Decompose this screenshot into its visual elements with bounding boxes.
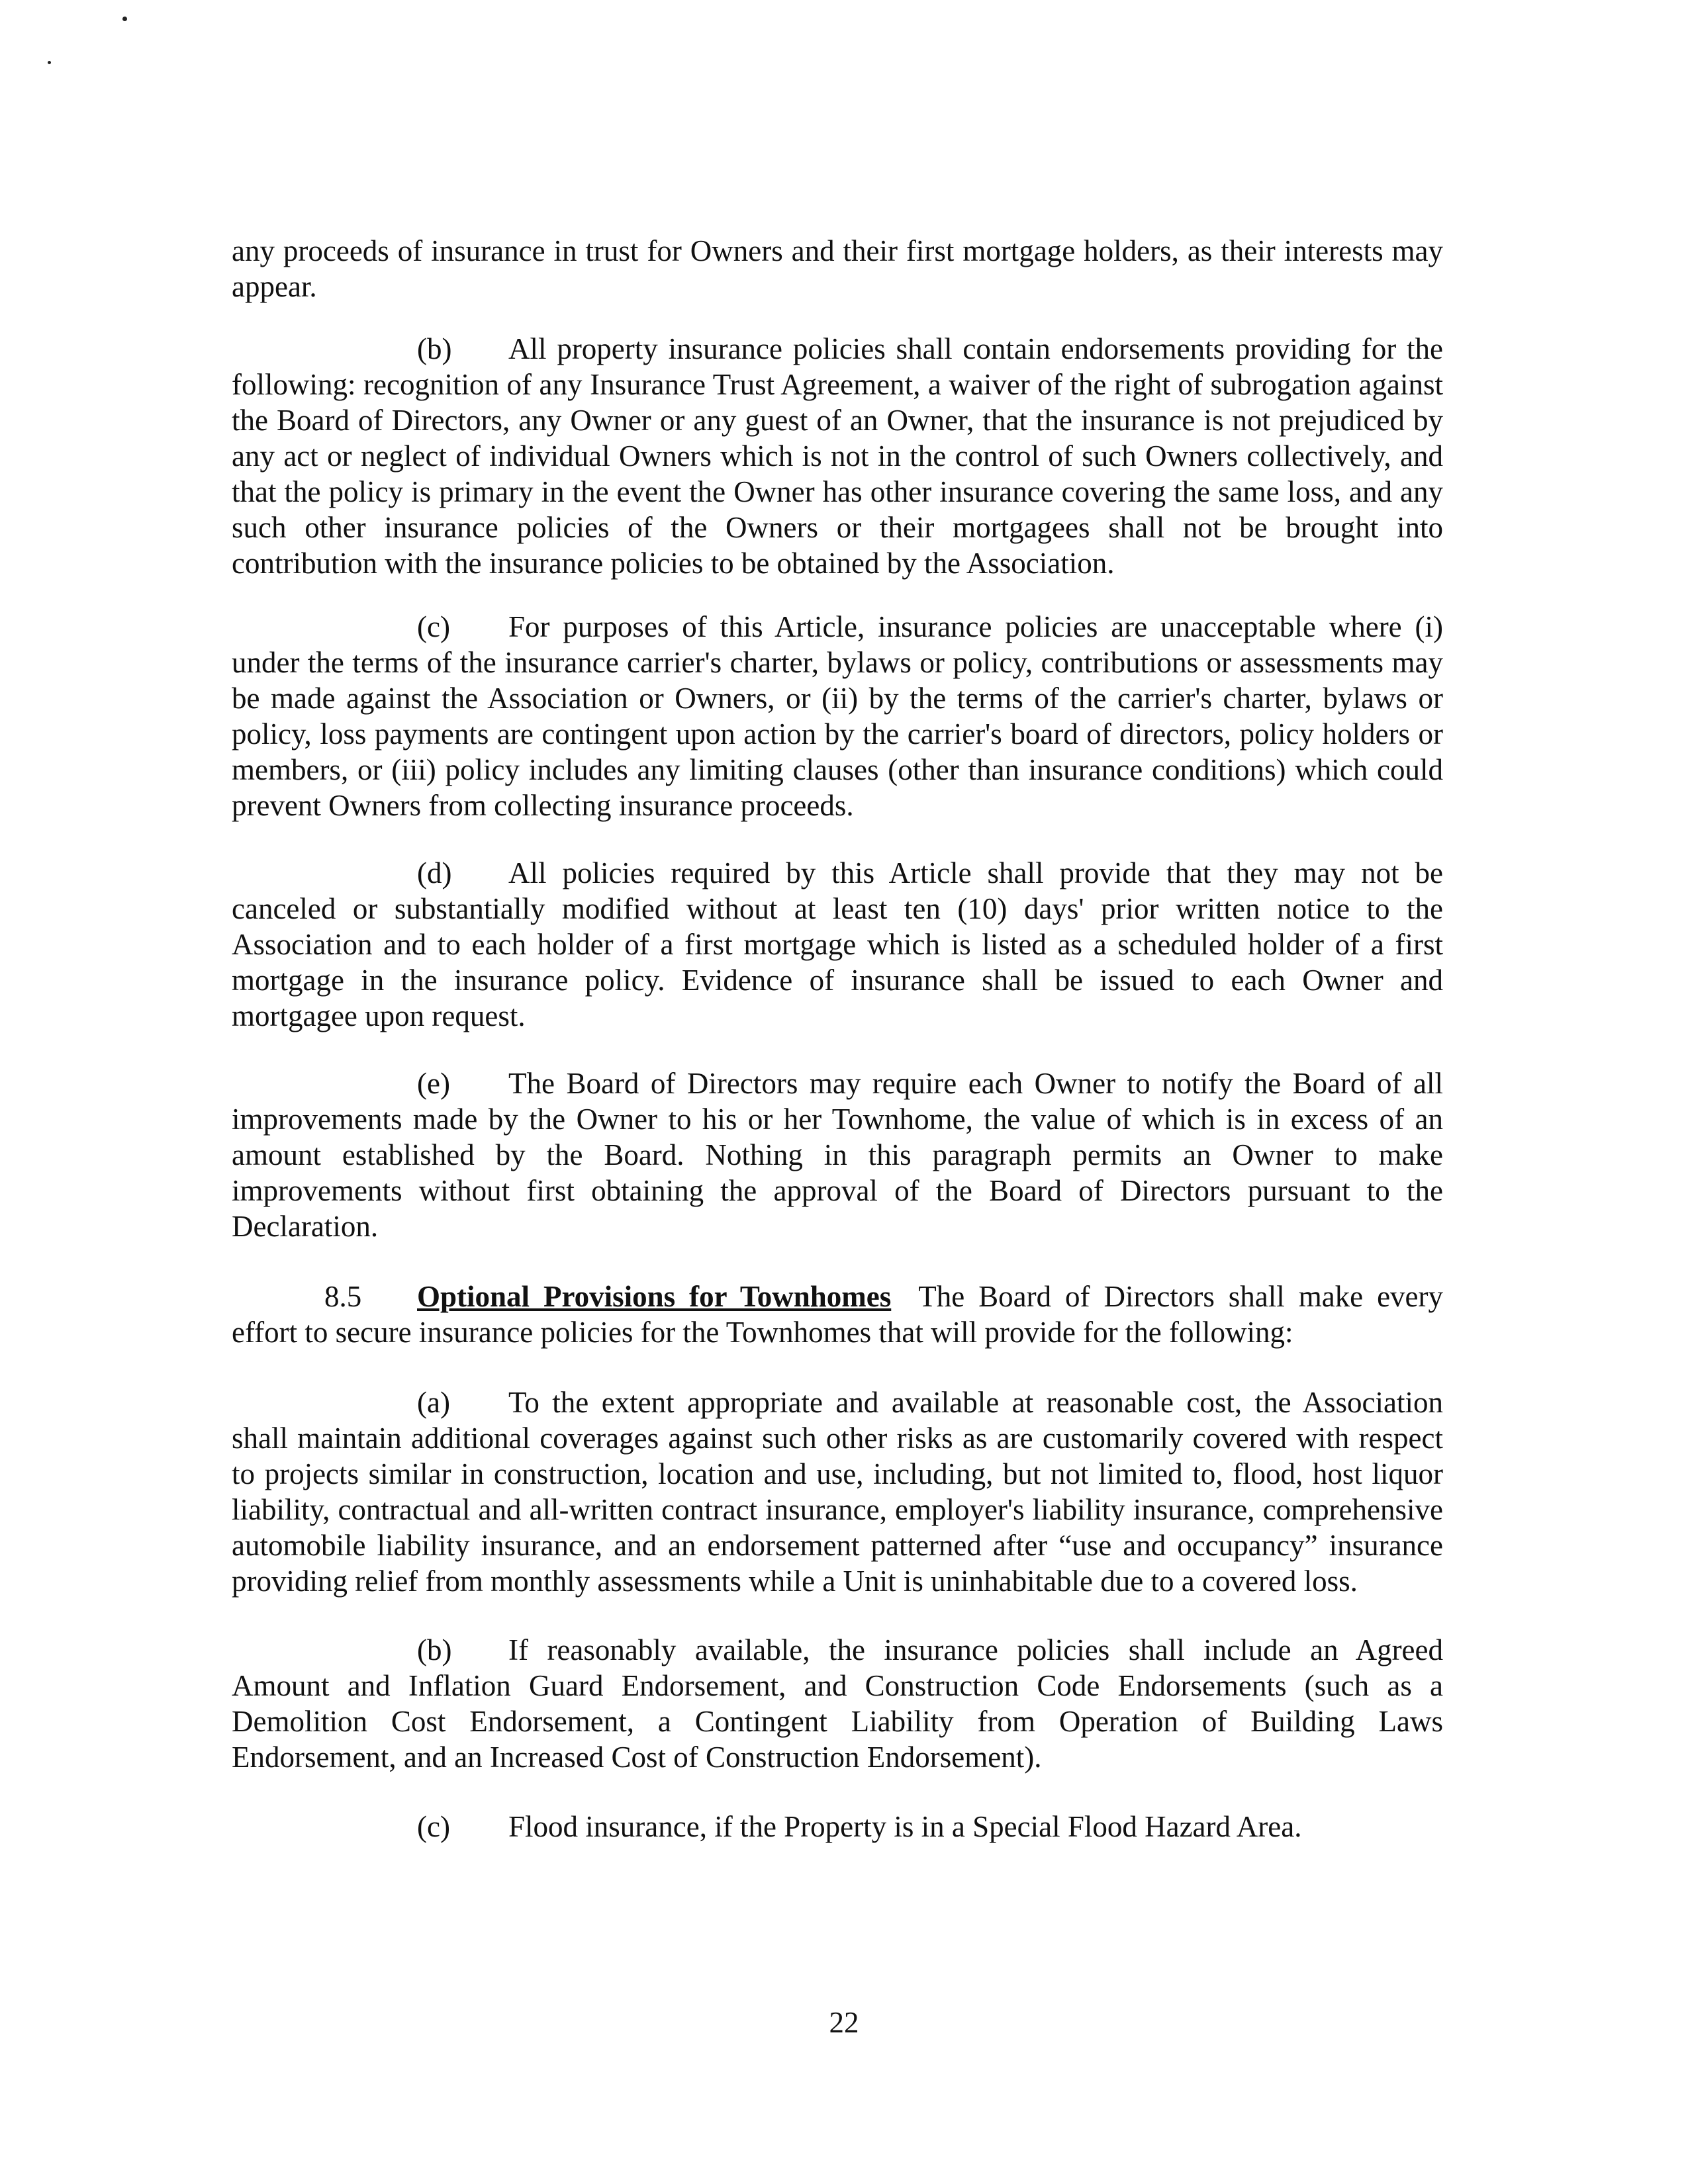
paragraph-b — [232, 331, 1443, 581]
section-heading: Optional Provisions for Townhomes — [417, 1280, 892, 1313]
sub-paragraph-c — [232, 1809, 1443, 1844]
continuation-paragraph: any proceeds of insurance in trust for Owners and their first mortgage holders, as their interests may appear. — [232, 234, 1443, 303]
paragraph-marker: (a) — [417, 1386, 450, 1419]
paragraph-marker: (b) — [417, 332, 452, 365]
paragraph-text: The Board of Directors may require each Owner to notify the Board of all improvements made by the Owner to his or her Townhome, the value of which is in excess of an amount established by the Board. Nothing in this paragraph permits an Owner to make improvements without first obtaining the approval of the Board of Directors pursuant to the Declaration. — [232, 1067, 1443, 1243]
sub-paragraph-b — [232, 1632, 1443, 1775]
sub-paragraph-a — [232, 1385, 1443, 1599]
section-number: 8.5 — [324, 1280, 362, 1313]
paragraph-text: If reasonably available, the insurance policies shall include an Agreed Amount and Inflation Guard Endorsement, and Construction Code Endorsements (such as a Demolition Cost Endorsement, a Contingent Liability from Operation of Building Laws Endorsement, and an Increased Cost of Construction Endorsement). — [232, 1633, 1443, 1774]
section-8-5 — [232, 1279, 1443, 1350]
scan-speck — [122, 17, 127, 21]
paragraph-text: All policies required by this Article shall provide that they may not be canceled or substantially modified without at least ten (10) days' prior written notice to the Association and to each holder of a first mortgage which is listed as a scheduled holder of a first mortgage in the insurance policy. Evidence of insurance shall be issued to each Owner and mortgagee upon request. — [232, 856, 1443, 1032]
paragraph-e — [232, 1066, 1443, 1244]
scan-speck — [48, 61, 51, 64]
paragraph-marker: (d) — [417, 856, 452, 889]
paragraph-marker: (b) — [417, 1633, 452, 1666]
paragraph-c — [232, 609, 1443, 823]
paragraph-d — [232, 855, 1443, 1034]
paragraph-marker: (c) — [417, 610, 450, 643]
paragraph-text: All property insurance policies shall contain endorsements providing for the following: recognition of any Insurance Trust Agreement, a waiver of the right of subrogation against the Board of Directors, any Owner or any guest of an Owner, that the insurance is not prejudiced by any act or neglect of individual Owners which is not in the control of such Owners collectively, and that the policy is primary in the event the Owner has other insurance covering the same loss, and any such other insurance policies of the Owners or their mortgagees shall not be brought into contribution with the insurance policies to be obtained by the Association. — [232, 332, 1443, 580]
section-text: The Board of Directors shall make every effort to secure insurance policies for the Townhomes that will provide for the following: — [232, 1280, 1444, 1349]
paragraph-marker: (e) — [417, 1067, 450, 1100]
paragraph-text: For purposes of this Article, insurance policies are unacceptable where (i) under the terms of the insurance carrier's charter, bylaws or policy, contributions or assessments may be made against the Association or Owners, or (ii) by the terms of the carrier's charter, bylaws or policy, loss payments are contingent upon action by the carrier's board of directors, policy holders or members, or (iii) policy includes any limiting clauses (other than insurance conditions) which could prevent Owners from collecting insurance proceeds. — [232, 610, 1443, 822]
page-number: 22 — [829, 2006, 859, 2039]
paragraph-text: To the extent appropriate and available at reasonable cost, the Association shall maintain additional coverages against such other risks as are customarily covered with respect to projects similar in construction, location and use, including, but not limited to, flood, host liquor liability, contractual and all-written contract insurance, employer's liability insurance, comprehensive automobile liability insurance, and an endorsement patterned after “use and occupancy” insurance providing relief from monthly assessments while a Unit is uninhabitable due to a covered loss. — [232, 1386, 1443, 1598]
paragraph-marker: (c) — [417, 1810, 450, 1843]
paragraph-text: Flood insurance, if the Property is in a Special Flood Hazard Area. — [508, 1810, 1302, 1843]
